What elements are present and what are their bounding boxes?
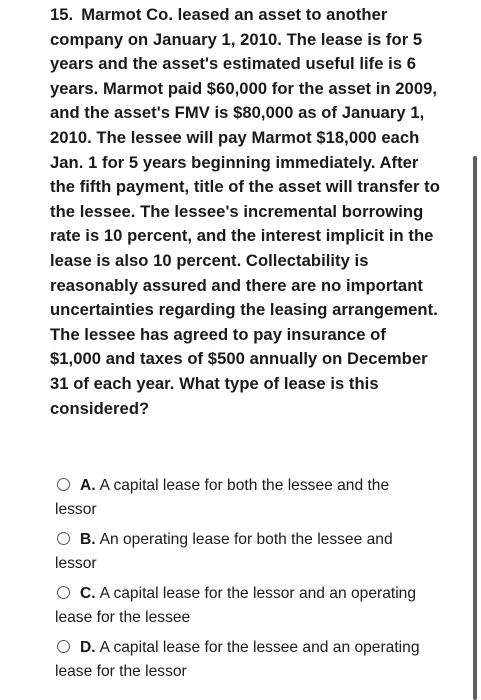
option-letter: A. [80, 477, 96, 494]
question-body: Marmot Co. leased an asset to another company on January 1, 2010. The lease is for 5 years and the asset's estimated useful life is 6 years. Marmot paid $60,000 for the asset in 2009, and the asset's FMV is $80,000 as of January 1, 2010. The lessee will pay Marmot $18,000 each Jan. 1 for 5 years beginning immediately. After the fifth payment, title of the asset will transfer to the lessee. The lessee's incremental borrowing rate is 10 percent, and the interest implicit in the lease is also 10 percent. Collectability is reasonably assured and there are no important uncertainties regarding the leasing arrangement. The lessee has agreed to pay insurance of $1,000 and taxes of $500 annually on December 31 of each year. What type of lease is this considered? [50, 5, 440, 418]
radio-button-icon[interactable] [57, 586, 70, 599]
radio-button-icon[interactable] [57, 478, 70, 491]
option-label: A capital lease for the lessor and an operating lease for the lessee [55, 585, 417, 626]
radio-button-icon[interactable] [57, 532, 70, 545]
option-c[interactable] [55, 582, 427, 630]
option-d[interactable] [55, 636, 427, 684]
option-label: A capital lease for both the lessee and the lessor [55, 477, 390, 518]
answer-options [55, 474, 427, 690]
option-label: A capital lease for the lessee and an operating lease for the lessor [55, 639, 420, 680]
option-b[interactable] [55, 528, 427, 576]
option-letter: B. [80, 531, 96, 548]
option-letter: D. [80, 639, 96, 656]
question-number: 15. [50, 5, 74, 24]
scrollbar[interactable] [473, 156, 477, 700]
option-letter: C. [80, 585, 96, 602]
option-a[interactable] [55, 474, 427, 522]
question-text-block [50, 3, 440, 421]
radio-button-icon[interactable] [57, 640, 70, 653]
option-label: An operating lease for both the lessee and lessor [55, 531, 393, 572]
